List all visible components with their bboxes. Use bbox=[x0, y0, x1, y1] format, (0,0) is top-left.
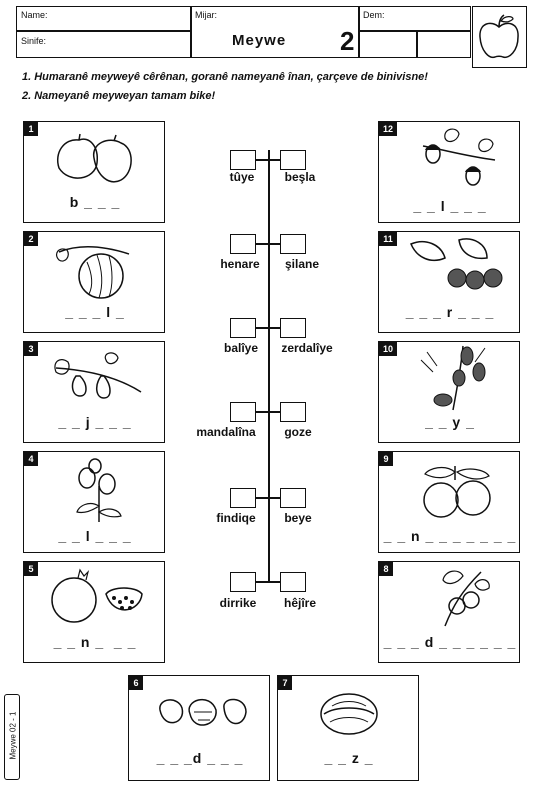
word-left: findiqe bbox=[216, 511, 256, 525]
card-number: 1 bbox=[24, 122, 38, 136]
word-left: henare bbox=[220, 257, 260, 271]
card-blank: _ _ n _ _ _ _ _ _ _ bbox=[383, 528, 517, 544]
connector bbox=[256, 411, 282, 413]
header-divider-h2 bbox=[358, 30, 471, 32]
fruit-card-2 bbox=[23, 231, 165, 333]
instruction-2: 2. Nameyanê meyweyan tamam bike! bbox=[22, 90, 216, 102]
card-blank: _ _ n _ _ _ bbox=[53, 634, 137, 650]
card-blank: _ _ j _ _ _ bbox=[58, 414, 132, 430]
card-blank: _ _ _ r _ _ _ bbox=[405, 304, 495, 320]
connector bbox=[256, 581, 282, 583]
name-label: Name: bbox=[21, 10, 48, 20]
card-blank: _ _ z _ bbox=[324, 750, 374, 766]
rosehip-icon bbox=[59, 456, 139, 524]
answer-box-left[interactable] bbox=[230, 234, 256, 254]
word-right: hêjîre bbox=[283, 596, 316, 610]
instruction-1: 1. Humaranê meyweyê cêrênan, goranê nameyanê înan, çarçeve de binivisne! bbox=[22, 71, 428, 83]
word-left: balîye bbox=[223, 341, 259, 355]
card-blank: _ _ _ l _ bbox=[65, 304, 125, 320]
card-number: 4 bbox=[24, 452, 38, 466]
fruit-card-8 bbox=[378, 561, 520, 663]
sheet-number: 2 bbox=[340, 26, 355, 56]
card-blank: _ _ l _ _ _ bbox=[58, 528, 132, 544]
footer-code-box bbox=[4, 694, 20, 780]
connector bbox=[256, 243, 282, 245]
header-divider-v3 bbox=[416, 30, 418, 58]
card-number: 12 bbox=[379, 122, 397, 136]
answer-box-right[interactable] bbox=[280, 318, 306, 338]
word-left: tûye bbox=[229, 170, 255, 184]
answer-box-left[interactable] bbox=[230, 572, 256, 592]
connector bbox=[256, 159, 282, 161]
card-number: 7 bbox=[278, 676, 292, 690]
fruit-card-6 bbox=[128, 675, 270, 781]
word-right: zerdalîye bbox=[281, 341, 333, 355]
footer-code: Meywe 02 - 1 bbox=[8, 711, 18, 760]
walnut-icon bbox=[316, 688, 382, 738]
answer-box-left[interactable] bbox=[230, 150, 256, 170]
blackberry-icon bbox=[401, 234, 511, 298]
card-number: 9 bbox=[379, 452, 393, 466]
card-blank: _ _ _ d _ _ _ _ _ _ bbox=[383, 634, 517, 650]
answer-box-right[interactable] bbox=[280, 402, 306, 422]
header-divider-v1 bbox=[190, 6, 192, 58]
card-number: 5 bbox=[24, 562, 38, 576]
header-divider-v2 bbox=[358, 6, 360, 58]
fruit-card-12 bbox=[378, 121, 520, 223]
mulberry-icon bbox=[413, 344, 503, 412]
answer-box-left[interactable] bbox=[230, 488, 256, 508]
card-blank: _ _ y _ bbox=[425, 414, 475, 430]
page-title: Meywe bbox=[232, 32, 287, 49]
word-right: şilane bbox=[284, 257, 320, 271]
card-blank: _ _ l _ _ _ bbox=[413, 198, 487, 214]
card-number: 2 bbox=[24, 232, 38, 246]
fruit-card-11 bbox=[378, 231, 520, 333]
fruit-card-4 bbox=[23, 451, 165, 553]
card-blank: b _ _ _ bbox=[69, 194, 121, 210]
acorn-icon bbox=[415, 126, 501, 188]
fruit-card-9 bbox=[378, 451, 520, 553]
word-right: goze bbox=[284, 425, 312, 439]
answer-box-right[interactable] bbox=[280, 234, 306, 254]
card-number: 8 bbox=[379, 562, 393, 576]
answer-box-right[interactable] bbox=[280, 488, 306, 508]
mandarin-icon bbox=[415, 458, 505, 522]
word-right: beşla bbox=[284, 170, 316, 184]
apricot-icon bbox=[425, 566, 495, 630]
word-right: beye bbox=[284, 511, 312, 525]
fruit-card-3 bbox=[23, 341, 165, 443]
fig-icon bbox=[46, 348, 146, 408]
apple-icon bbox=[473, 7, 525, 65]
class-label: Sinife: bbox=[21, 36, 47, 46]
card-blank: _ _ _d _ _ _ bbox=[156, 750, 244, 766]
date-label: Dem: bbox=[363, 10, 385, 20]
quince-icon bbox=[49, 128, 139, 188]
word-left: mandalîna bbox=[196, 425, 256, 439]
card-number: 10 bbox=[379, 342, 397, 356]
answer-box-right[interactable] bbox=[280, 572, 306, 592]
fruit-card-10 bbox=[378, 341, 520, 443]
word-left: dirrike bbox=[219, 596, 257, 610]
pomegranate-icon bbox=[44, 568, 154, 628]
connector bbox=[256, 327, 282, 329]
fruit-card-1 bbox=[23, 121, 165, 223]
fruit-card-7 bbox=[277, 675, 419, 781]
answer-box-left[interactable] bbox=[230, 402, 256, 422]
age-label: Mijar: bbox=[195, 10, 217, 20]
connector bbox=[256, 497, 282, 499]
card-number: 3 bbox=[24, 342, 38, 356]
melon-icon bbox=[49, 240, 139, 300]
fruit-card-5 bbox=[23, 561, 165, 663]
card-number: 6 bbox=[129, 676, 143, 690]
header-divider-h bbox=[16, 30, 190, 32]
apple-box bbox=[472, 6, 527, 68]
hazelnut-icon bbox=[154, 690, 254, 734]
answer-box-right[interactable] bbox=[280, 150, 306, 170]
answer-box-left[interactable] bbox=[230, 318, 256, 338]
card-number: 11 bbox=[379, 232, 397, 246]
